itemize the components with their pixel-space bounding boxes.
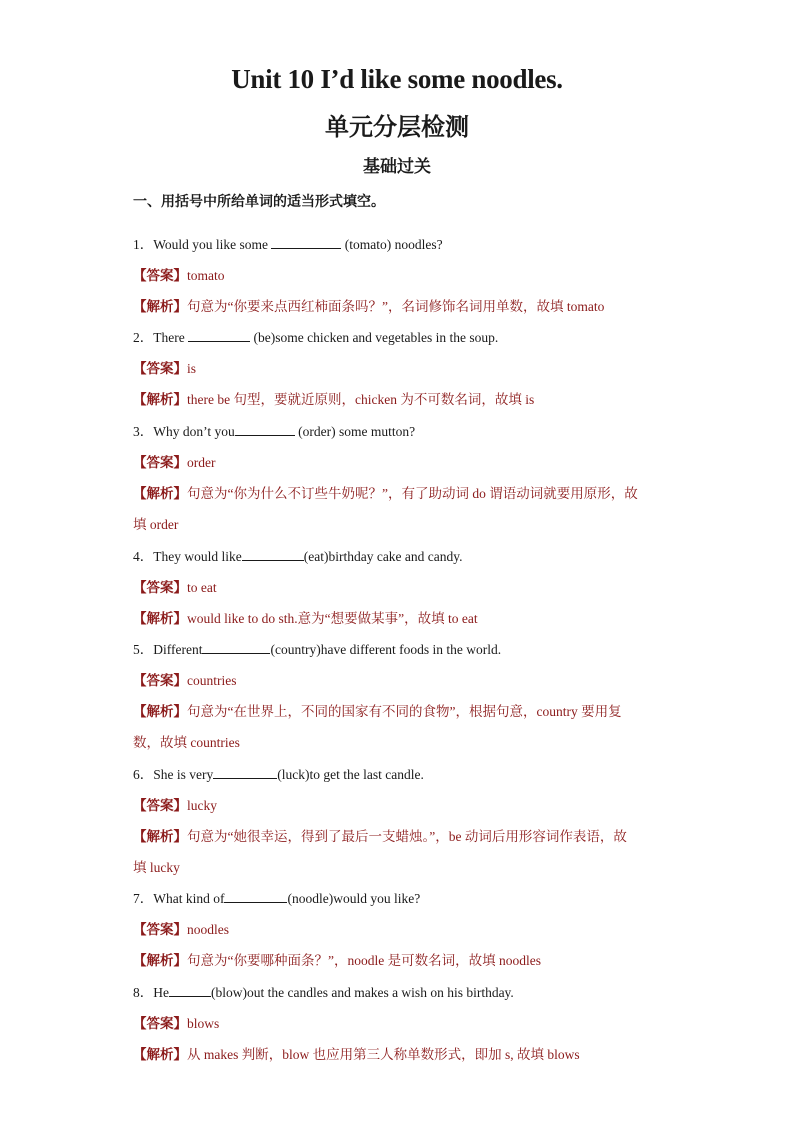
analysis-line <box>133 388 663 408</box>
analysis-tag: 【解析】 <box>133 392 187 407</box>
answer-tag: 【答案】 <box>133 268 187 283</box>
page-subtitle: 单元分层检测 <box>325 115 469 141</box>
question-hint: (tomato) noodles? <box>341 237 443 252</box>
level-heading: 基础过关 <box>363 157 431 176</box>
answer-value: to eat <box>187 580 217 595</box>
question-hint: (noodle)would you like? <box>287 891 421 906</box>
analysis-tag: 【解析】 <box>133 611 187 626</box>
analysis-line <box>133 295 663 315</box>
analysis-line <box>133 856 663 876</box>
answer-blank <box>242 548 304 561</box>
answer-value: order <box>187 455 216 470</box>
answer-value: blows <box>187 1016 220 1031</box>
answer-blank <box>271 236 341 249</box>
analysis-tag: 【解析】 <box>133 829 187 844</box>
question-line <box>133 233 663 253</box>
analysis-tag: 【解析】 <box>133 1047 187 1062</box>
answer-tag: 【答案】 <box>133 922 187 937</box>
answer-line <box>133 1012 663 1032</box>
answer-tag: 【答案】 <box>133 455 187 470</box>
question-line <box>133 420 663 440</box>
analysis-line <box>133 731 663 751</box>
analysis-line <box>133 513 663 533</box>
question-text: 7．What kind of <box>133 891 225 906</box>
answer-value: countries <box>187 673 237 688</box>
analysis-line <box>133 607 663 627</box>
answer-blank <box>188 329 250 342</box>
question-line <box>133 981 663 1001</box>
analysis-tag: 【解析】 <box>133 486 187 501</box>
analysis-line <box>133 700 663 720</box>
section-instruction: 一、用括号中所给单词的适当形式填空。 <box>133 195 385 210</box>
question-text: 4．They would like <box>133 549 242 564</box>
analysis-text: would like to do sth.意为“想要做某事”，故填 to eat <box>187 611 478 626</box>
question-hint: (luck)to get the last candle. <box>277 767 424 782</box>
answer-line <box>133 576 663 596</box>
answer-line <box>133 794 663 814</box>
analysis-text: 句意为“你要来点西红柿面条吗？”，名词修饰名词用单数，故填 tomato <box>187 299 605 314</box>
answer-line <box>133 357 663 377</box>
analysis-line <box>133 1043 663 1063</box>
answer-tag: 【答案】 <box>133 361 187 376</box>
answer-blank <box>202 641 270 654</box>
answer-tag: 【答案】 <box>133 798 187 813</box>
analysis-text: 句意为“你要哪种面条？”，noodle 是可数名词，故填 noodles <box>187 953 541 968</box>
analysis-text: 数，故填 countries <box>133 735 240 750</box>
answer-tag: 【答案】 <box>133 673 187 688</box>
answer-value: tomato <box>187 268 225 283</box>
answer-blank <box>235 423 295 436</box>
analysis-tag: 【解析】 <box>133 299 187 314</box>
answer-tag: 【答案】 <box>133 1016 187 1031</box>
analysis-line <box>133 482 663 502</box>
question-line <box>133 638 663 658</box>
question-text: 1．Would you like some <box>133 237 272 252</box>
answer-tag: 【答案】 <box>133 580 187 595</box>
question-line <box>133 545 663 565</box>
question-hint: (country)have different foods in the world. <box>270 642 502 657</box>
analysis-line <box>133 949 663 969</box>
question-hint: (order) some mutton? <box>294 424 416 439</box>
question-hint: (be)some chicken and vegetables in the soup. <box>250 330 499 345</box>
question-text: 3．Why don’t you <box>133 424 235 439</box>
answer-value: lucky <box>187 798 217 813</box>
question-text: 6．She is very <box>133 767 214 782</box>
answer-blank <box>169 984 211 997</box>
question-hint: (eat)birthday cake and candy. <box>303 549 463 564</box>
analysis-line <box>133 825 663 845</box>
question-hint: (blow)out the candles and makes a wish on his birthday. <box>211 985 514 1000</box>
analysis-text: 填 lucky <box>133 860 180 875</box>
analysis-text: 从 makes 判断，blow 也应用第三人称单数形式，即加 s, 故填 blows <box>187 1047 580 1062</box>
analysis-text: there be 句型，要就近原则，chicken 为不可数名词，故填 is <box>187 392 535 407</box>
answer-value: is <box>187 361 197 376</box>
answer-value: noodles <box>187 922 229 937</box>
question-text: 5．Different <box>133 642 203 657</box>
question-line <box>133 326 663 346</box>
page-title: Unit 10 I’d like some noodles. <box>231 64 563 94</box>
analysis-tag: 【解析】 <box>133 953 187 968</box>
answer-line <box>133 264 663 284</box>
question-text: 8．He <box>133 985 169 1000</box>
answer-blank <box>213 766 277 779</box>
analysis-tag: 【解析】 <box>133 704 187 719</box>
answer-line <box>133 918 663 938</box>
answer-blank <box>224 890 287 903</box>
analysis-text: 句意为“在世界上，不同的国家有不同的食物”，根据句意，country 要用复 <box>187 704 622 719</box>
question-line <box>133 887 663 907</box>
analysis-text: 填 order <box>133 517 179 532</box>
answer-line <box>133 451 663 471</box>
analysis-text: 句意为“你为什么不订些牛奶呢？”，有了助动词 do 谓语动词就要用原形，故 <box>187 486 638 501</box>
analysis-text: 句意为“她很幸运，得到了最后一支蜡烛。”，be 动词后用形容词作表语，故 <box>187 829 627 844</box>
question-line <box>133 763 663 783</box>
answer-line <box>133 669 663 689</box>
question-text: 2．There <box>133 330 189 345</box>
